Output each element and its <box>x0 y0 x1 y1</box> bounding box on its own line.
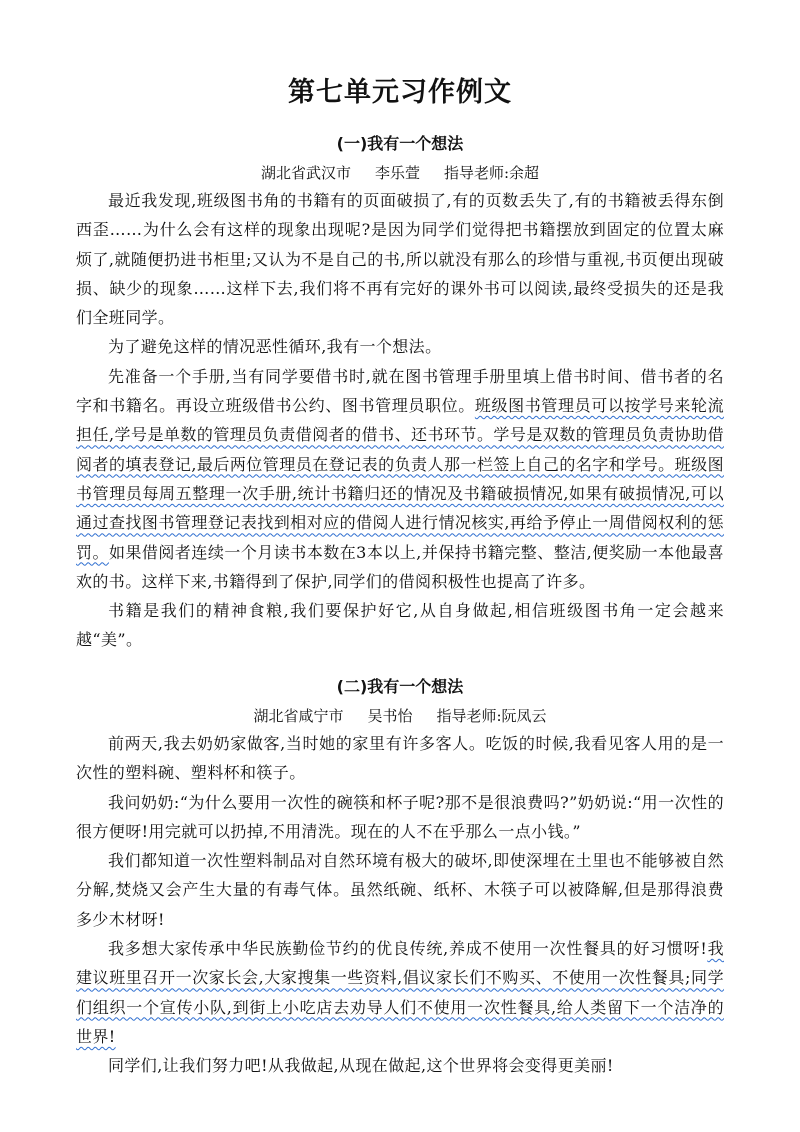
essay-1-paragraph-3-plain: 先准备一个手册,当有同学要借书时,就在图书管理手册里填上借书时间、借书者的名字和书籍名。再设立班级借书公约、图书管理员职位。 <box>76 366 724 416</box>
essay-2-title: (二)我有一个想法 <box>336 677 464 696</box>
essay-1-highlighted-sentence: 班级图书管理员可以按学号来轮流担任,学号是单数的管理员负责借阅者的借书、还书环节。学号是双数的管理员负责协助借阅者的填表登记,最后两位管理员在登记表的负责人那一栏签上自己的名字和学号。班级图书管理员每周五整理一次手册,统计书籍归还的情况及书籍破损情况,如果有破损情况,可以通过查找图书管理登记表找到相对应的借阅人进行情况核实,再给予停止一周借阅权利的惩罚。 <box>76 396 724 562</box>
essay-1-location: 湖北省武汉市 <box>260 164 351 182</box>
essay-2-paragraph-5: 同学们,让我们努力吧!从我做起,从现在做起,这个世界将会变得更美丽! <box>108 1056 614 1076</box>
essay-2-paragraph-3: 我们都知道一次性塑料制品对自然环境有极大的破坏,即使深埋在土里也不能够被自然分解,焚烧又会产生大量的有毒气体。虽然纸碗、纸杯、木筷子可以被降解,但是那得浪费多少木材呀! <box>76 851 724 929</box>
essay-1-paragraph-1: 最近我发现,班级图书角的书籍有的页面破损了,有的页数丢失了,有的书籍被丢得东倒西歪……为什么会有这样的现象出现呢?是因为同学们觉得把书籍摆放到固定的位置太麻烦了,就随便扔进书柜里;又认为不是自己的书,所以就没有那么的珍惜与重视,书页便出现破损、缺少的现象……这样下去,我们将不再有完好的课外书可以阅读,最终受损失的还是我们全班同学。 <box>76 191 724 328</box>
essay-2-paragraph-1: 前两天,我去奶奶家做客,当时她的家里有许多客人。吃饭的时候,我看见客人用的是一次性的塑料碗、塑料杯和筷子。 <box>76 734 724 783</box>
page-title: 第七单元习作例文 <box>288 77 512 108</box>
essay-2-paragraph-4 <box>76 934 724 1051</box>
essay-1 <box>76 132 724 655</box>
essay-1-author: 李乐萱 <box>374 164 420 182</box>
essay-2-paragraph-4-plain: 我多想大家传承中华民族勤俭节约的优良传统,养成不使用一次性餐具的好习惯呀! <box>108 939 708 959</box>
essay-1-teacher: 指导老师:余超 <box>443 164 540 182</box>
essay-1-byline <box>76 160 724 186</box>
essay-2-paragraph-2: 我问奶奶:“为什么要用一次性的碗筷和杯子呢?那不是很浪费吗?”奶奶说:“用一次性的很方便呀!用完就可以扔掉,不用清洗。现在的人不在乎那么一点小钱。” <box>76 792 724 841</box>
essay-2-byline <box>76 703 724 729</box>
essay-2-location: 湖北省咸宁市 <box>253 707 344 725</box>
essay-1-title: (一)我有一个想法 <box>336 134 464 153</box>
essay-2-author: 吴书怡 <box>367 707 413 725</box>
essay-2-highlighted-sentence: 我建议班里召开一次家长会,大家搜集一些资料,倡议家长们不购买、不使用一次性餐具;同学们组织一个宣传小队,到街上小吃店去劝导人们不使用一次性餐具,给人类留下一个洁净的世界! <box>76 939 724 1046</box>
essay-2-teacher: 指导老师:阮凤云 <box>436 707 547 725</box>
essay-1-paragraph-2: 为了避免这样的情况恶性循环,我有一个想法。 <box>108 337 442 357</box>
essay-2 <box>76 675 724 1081</box>
essay-1-paragraph-4: 书籍是我们的精神食粮,我们要保护好它,从自身做起,相信班级图书角一定会越来越“美”。 <box>76 601 724 650</box>
essay-1-paragraph-3-tail: 如果借阅者连续一个月读书本数在3本以上,并保持书籍完整、整洁,便奖励一本他最喜欢的书。这样下来,书籍得到了保护,同学们的借阅积极性也提高了许多。 <box>76 542 724 591</box>
essay-1-paragraph-3 <box>76 362 724 596</box>
